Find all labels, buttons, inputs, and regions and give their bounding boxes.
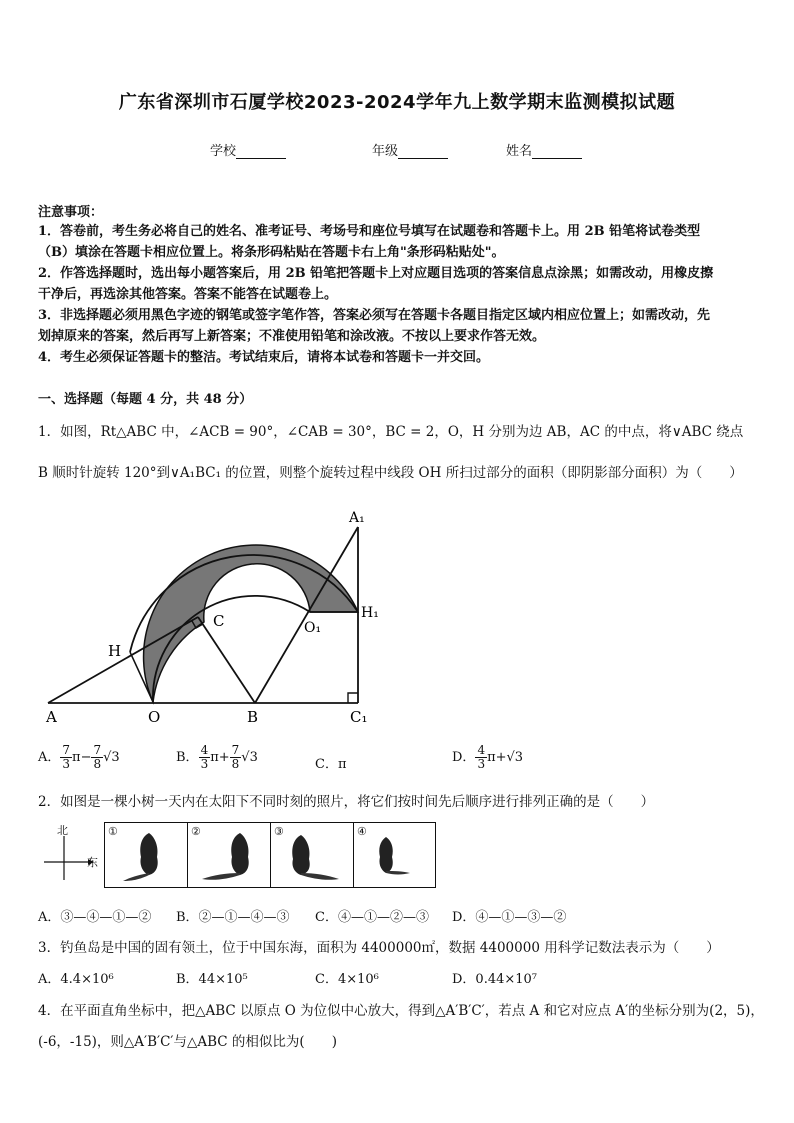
option-d-label: D． [452,750,476,765]
option-a-label: A． [38,750,61,765]
q2-option-d[interactable]: D．④—①—③—② [452,910,567,925]
label-c: C [213,612,225,630]
shaded-region [144,545,358,702]
label-b: B [247,708,259,726]
right-angle-c1 [348,693,358,703]
q1-option-d[interactable]: D． $\frac{4}{3}$ π+√3 [452,743,524,771]
q1-figure [30,500,400,732]
q1-option-c[interactable]: C．π [315,757,347,772]
compass [42,826,102,882]
label-c1: C₁ [350,708,368,726]
option-b-label: B． [176,750,199,765]
school-label: 学校 [210,144,237,159]
photo-4: ④ [354,823,436,887]
notice-line: 2．作答选择题时，选出每小题答案后，用 2B 铅笔把答题卡上对应题目选项的答案信息点涂黑；如需改动，用橡皮擦 [38,266,714,281]
notice-line: 4．考生必须保证答题卡的整洁。考试结束后，请将本试卷和答题卡一并交回。 [38,350,490,365]
notice-line: 1．答卷前，考生务必将自己的姓名、准考证号、考场号和座位号填写在试题卷和答题卡上。用 2B 铅笔将试卷类型 [38,224,701,239]
label-h1: H₁ [361,605,379,621]
grade-field [372,140,448,159]
school-field [210,140,286,159]
label-o1: O₁ [304,620,322,636]
grade-blank [398,144,448,159]
notice-heading: 注意事项： [38,205,104,220]
fraction: $\frac{4}{3}$ [477,743,486,771]
fraction: $\frac{4}{3}$ [200,743,209,771]
photo-3: ③ [271,823,354,887]
name-field [506,140,582,159]
q3-option-a[interactable]: A．4.4×10⁶ [38,972,114,987]
notice-line: （B）填涂在答题卡相应位置上。将条形码粘贴在答题卡右上角"条形码粘贴处"。 [38,245,505,260]
q3-option-d[interactable]: D．0.44×10⁷ [452,972,538,987]
option-c-label: C． [315,757,338,772]
q3-option-b[interactable]: B．44×10⁵ [176,972,248,987]
label-h: H [108,642,122,660]
tree-photos [104,822,436,888]
q2-option-c[interactable]: C．④—①—②—③ [315,910,429,925]
compass-east-label: 东 [87,856,98,869]
q1-text-line1: 1．如图，Rt△ABC 中，∠ACB = 90°，∠CAB = 30°，BC = 2，O，H 分别为边 AB，AC 的中点，将∨ABC 绕点 [38,424,744,440]
notice-line: 干净后，再选涂其他答案。答案不能答在试题卷上。 [38,287,338,302]
fraction: $\frac{7}{8}$ [93,743,102,771]
school-blank [236,144,286,159]
label-o: O [148,708,161,726]
q2-option-b[interactable]: B．②—①—④—③ [176,910,290,925]
q3-text: 3．钓鱼岛是中国的固有领土，位于中国东海，面积为 4400000㎡，数据 4400000 用科学记数法表示为（ ） [38,940,720,956]
q2-option-a[interactable]: A．③—④—①—② [38,910,152,925]
segment-cb [198,617,255,703]
label-a: A [46,708,57,726]
grade-label: 年级 [372,144,399,159]
notice-line: 划掉原来的答案，然后再写上新答案；不准使用铅笔和涂改液。不按以上要求作答无效。 [38,329,546,344]
q1-option-a[interactable]: A． $\frac{7}{3}$ π− $\frac{7}{8}$ √3 [38,743,120,771]
q1-option-b[interactable]: B． $\frac{4}{3}$ π+ $\frac{7}{8}$ √3 [176,743,258,771]
notice-line: 3．非选择题必须用黑色字迹的钢笔或签字笔作答，答案必须写在答题卡各题目指定区域内相应位置上；如需改动，先 [38,308,711,323]
fraction: $\frac{7}{8}$ [231,743,240,771]
label-a1: A₁ [349,510,365,526]
photo-2: ② [188,823,271,887]
fraction: $\frac{7}{3}$ [62,743,71,771]
compass-north-label: 北 [57,824,68,837]
q2-text: 2．如图是一棵小树一天内在太阳下不同时刻的照片，将它们按时间先后顺序进行排列正确的是（ ） [38,794,655,810]
segment-ac [48,617,198,703]
page-title: 广东省深圳市石厦学校2023-2024学年九上数学期末监测模拟试题 [118,92,676,113]
q1-text-line2: B 顺时针旋转 120°到∨A₁BC₁ 的位置，则整个旋转过程中线段 OH 所扫过部分的面积（即阴影部分面积）为（ ） [38,465,743,481]
photo-1: ① [105,823,188,887]
name-label: 姓名 [506,144,533,159]
name-blank [532,144,582,159]
q4-text-line2: (-6，-15)，则△A′B′C′与△ABC 的相似比为( ) [38,1034,337,1050]
q3-option-c[interactable]: C．4×10⁶ [315,972,379,987]
section-heading: 一、选择题（每题 4 分，共 48 分） [38,392,253,407]
q4-text-line1: 4．在平面直角坐标中，把△ABC 以原点 O 为位似中心放大，得到△A′B′C′，若点 A 和它对应点 A′的坐标分别为(2，5)， [38,1003,764,1019]
